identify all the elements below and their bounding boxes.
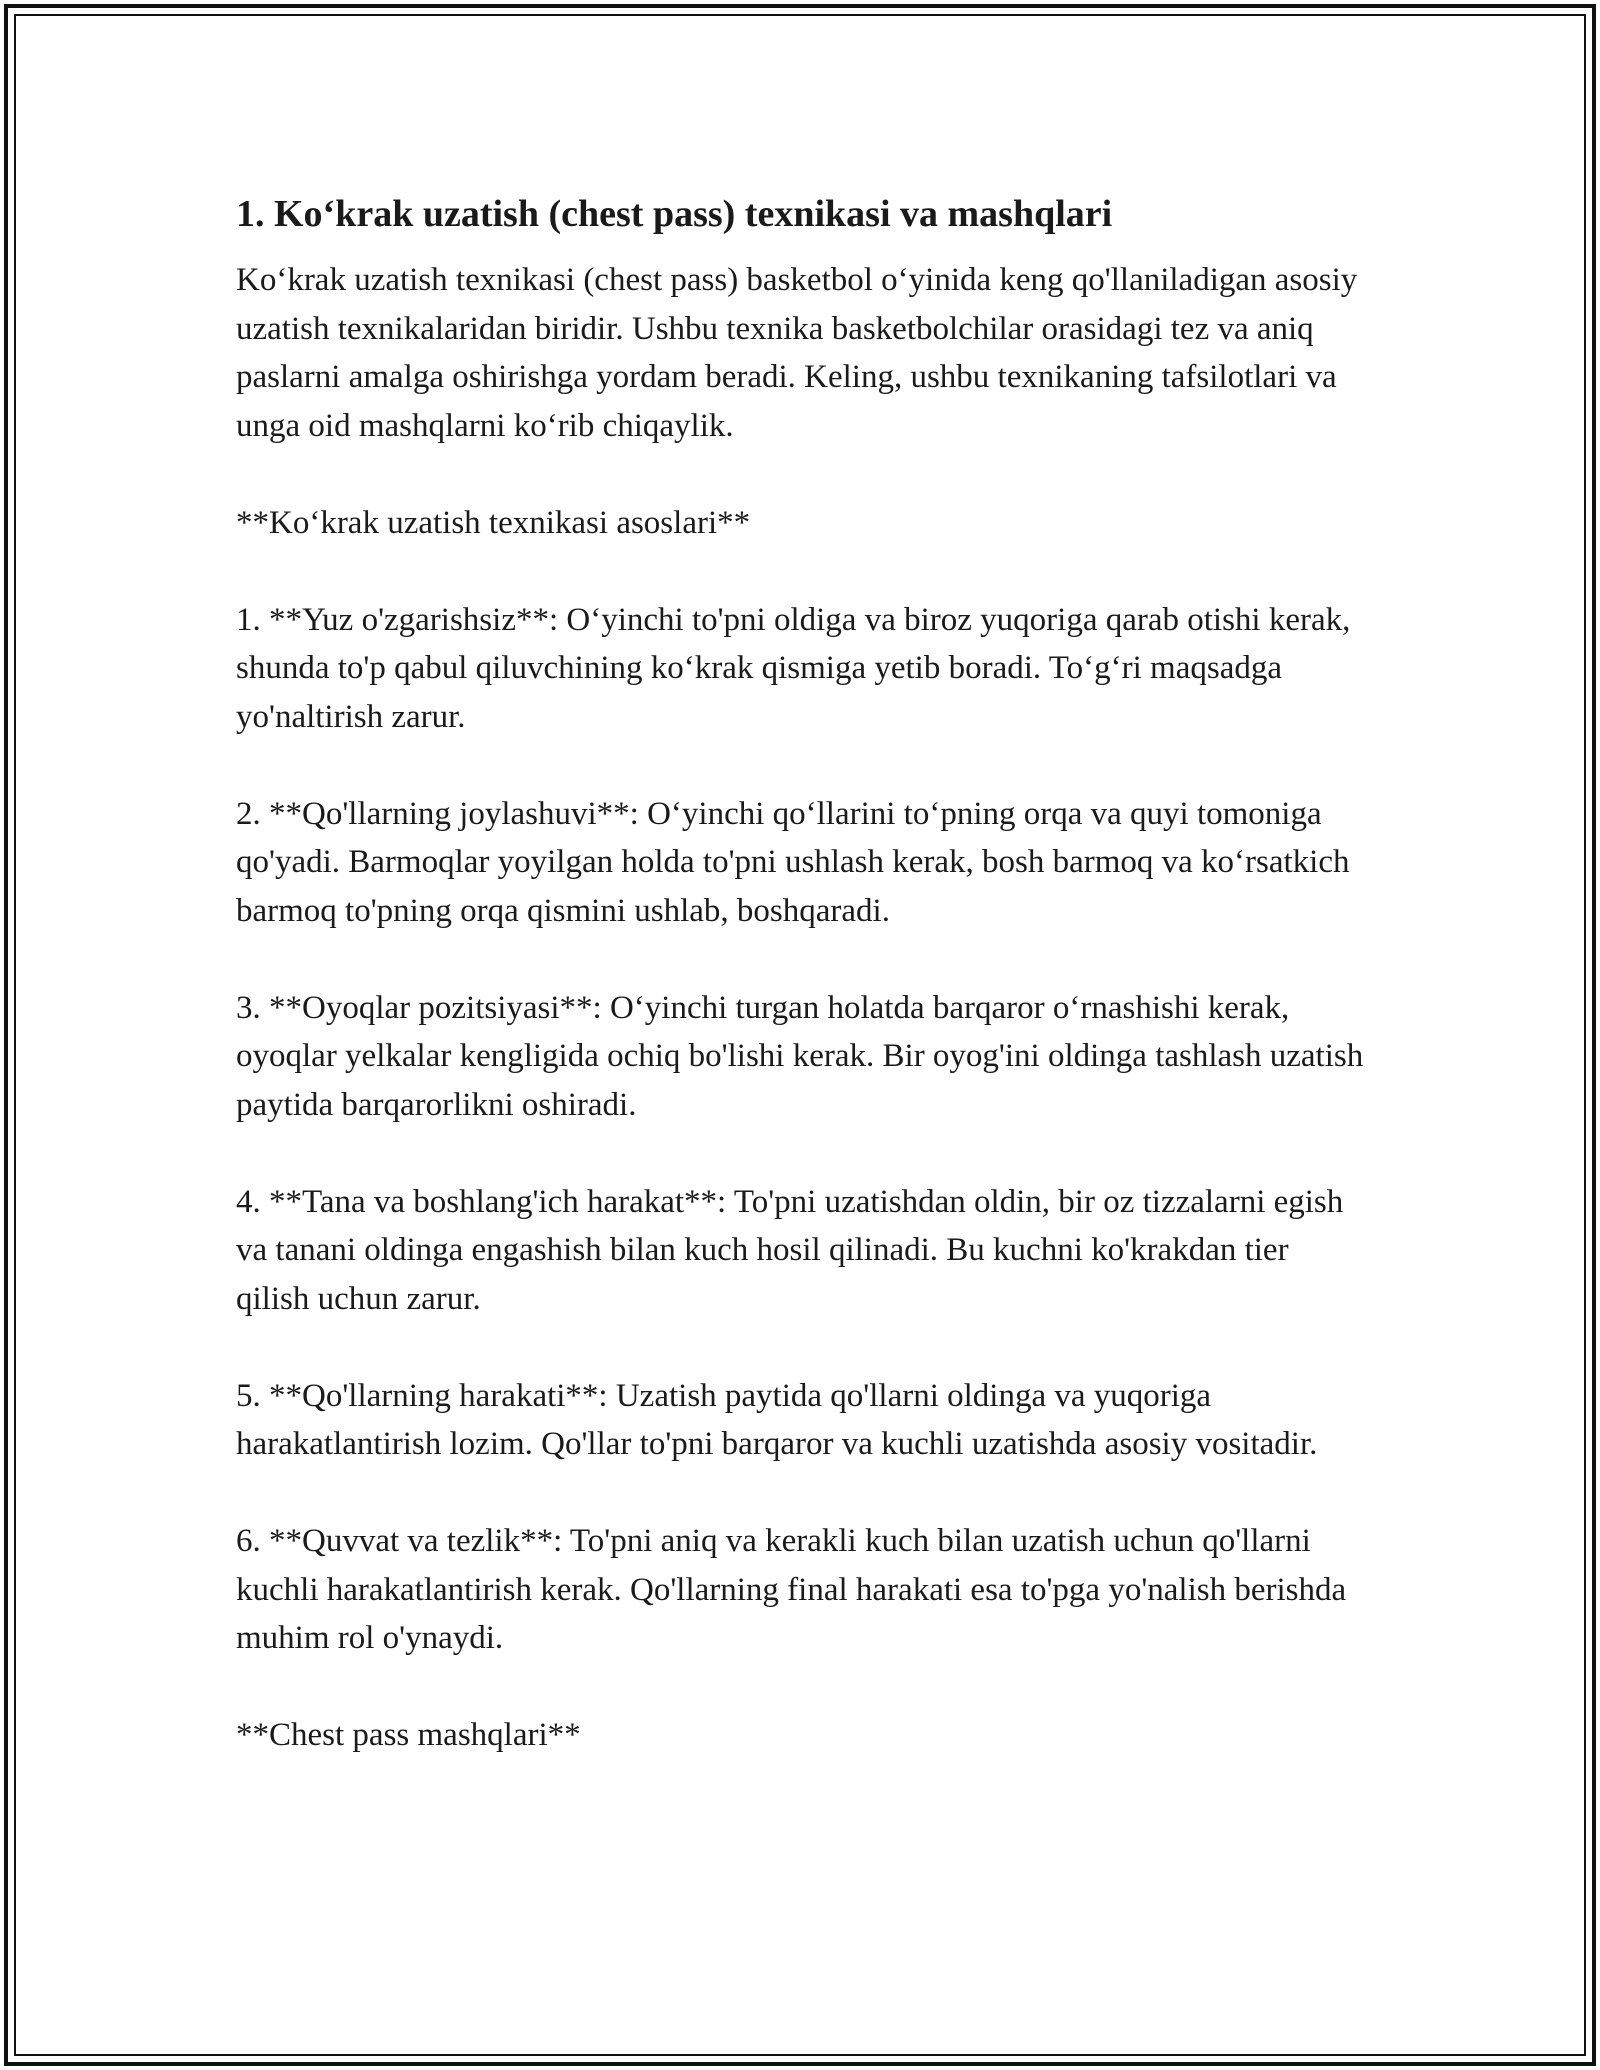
list-item: 4. **Tana va boshlang'ich harakat**: To'pni uzatishdan oldin, bir oz tizzalarni egish va tanani oldinga engashish bilan kuch hosil qilinadi. Bu kuchni ko'krakdan tier qilish uchun zarur.: [236, 1183, 1344, 1317]
list-item: 5. **Qo'llarning harakati**: Uzatish paytida qo'llarni oldinga va yuqoriga harakatlantirish lozim. Qo'llar to'pni barqaror va kuchli uzatishda asosiy vositadir.: [236, 1377, 1318, 1462]
list-item: 6. **Quvvat va tezlik**: To'pni aniq va kerakli kuch bilan uzatish uchun qo'llarni kuchli harakatlantirish kerak. Qo'llarning final harakati esa to'pga yo'nalish berishda muhim rol o'ynaydi.: [236, 1523, 1347, 1656]
document-heading: 1. Ko‘krak uzatish (chest pass) texnikasi va mashqlari: [236, 193, 1113, 235]
section-heading-drills: **Chest pass mashqlari**: [236, 1717, 581, 1753]
list-item: 1. **Yuz o'zgarishsiz**: O‘yinchi to'pni oldiga va biroz yuqoriga qarab otishi kerak, shunda to'p qabul qiluvchining ko‘krak qismiga yetib boradi. To‘g‘ri maqsadga yo'naltirish zarur.: [236, 601, 1351, 735]
list-item: 2. **Qo'llarning joylashuvi**: O‘yinchi qo‘llarini to‘pning orqa va quyi tomoniga qo'yadi. Barmoqlar yoyilgan holda to'pni ushlash kerak, bosh barmoq va ko‘rsatkich barmoq to'pning orqa qismini ushlab, boshqaradi.: [236, 795, 1350, 929]
intro-paragraph: Ko‘krak uzatish texnikasi (chest pass) basketbol o‘yinida keng qo'llaniladigan asosiy uzatish texnikalaridan biridir. Ushbu texnika basketbolchilar orasidagi tez va aniq paslarni amalga oshirishga yordam beradi. Keling, ushbu texnikaning tafsilotlari va unga oid mashqlarni ko‘rib chiqaylik.: [236, 262, 1358, 444]
list-item: 3. **Oyoqlar pozitsiyasi**: O‘yinchi turgan holatda barqaror o‘rnashishi kerak, oyoqlar yelkalar kengligida ochiq bo'lishi kerak. Bir oyog'ini oldinga tashlash uzatish paytida barqarorlikni oshiradi.: [236, 989, 1364, 1123]
document-body: [236, 188, 1366, 1760]
section-heading-basics: **Ko‘krak uzatish texnikasi asoslari**: [236, 504, 751, 541]
